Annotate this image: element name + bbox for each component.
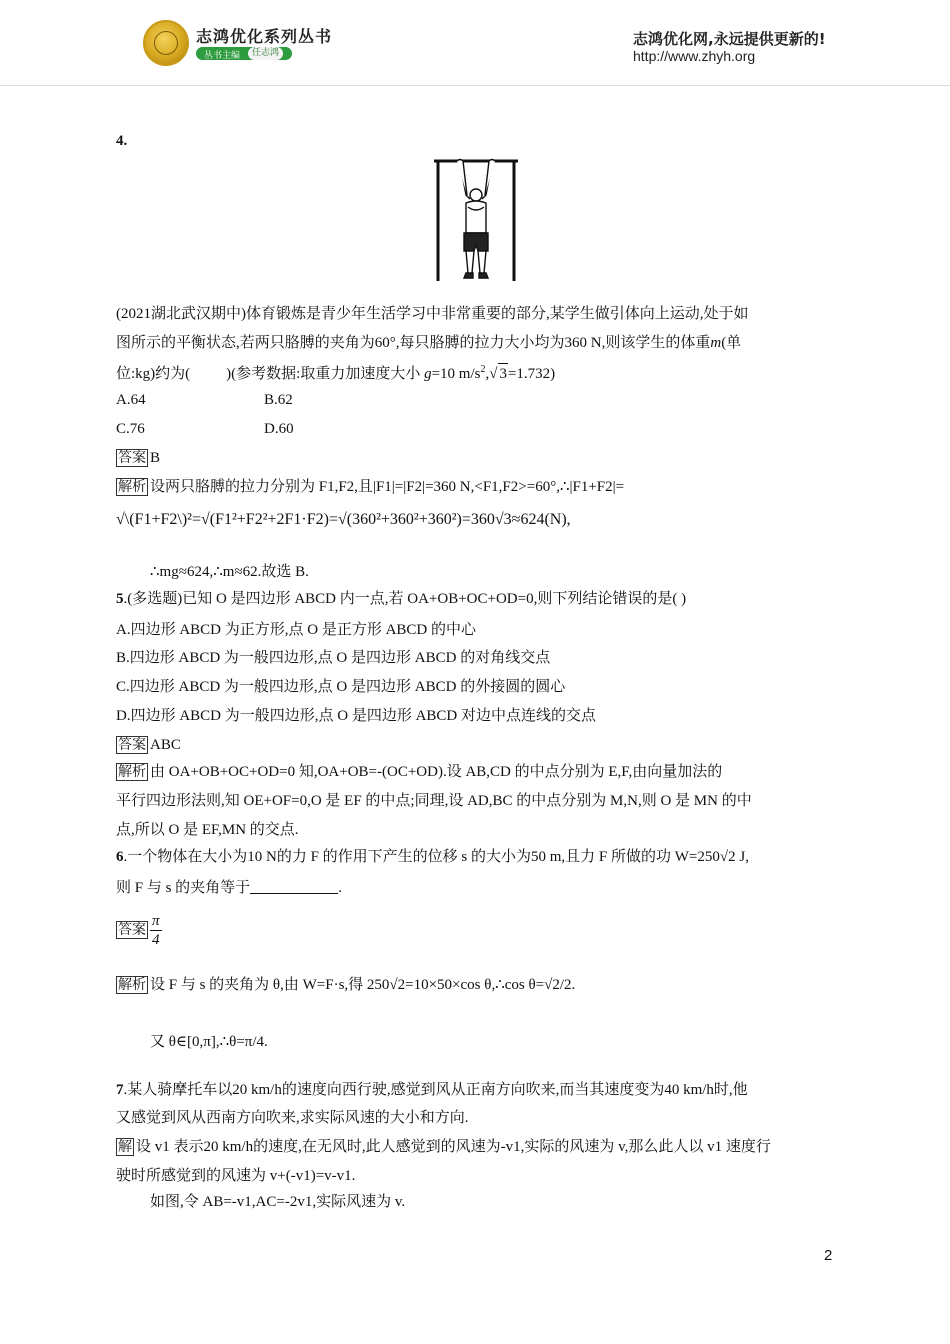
q7-stem-line-1: 7.某人骑摩托车以20 km/h的速度向西行驶,感觉到风从正南方向吹来,而当其速度变为40 km/h时,他: [116, 1082, 748, 1098]
q5-stem: 5.(多选题)已知 O 是四边形 ABCD 内一点,若 OA+OB+OC+OD=0,则下列结论错误的是( ): [116, 591, 687, 607]
q4-analysis-line-2: √\(F1+F2\)²=√(F1²+F2²+2F1·F2)=√(360²+360²+360²)=360√3≈624(N),: [116, 511, 571, 528]
pull-up-figure-icon: [430, 155, 522, 283]
q4-analysis-line-3: ∴mg≈624,∴m≈62.故选 B.: [150, 564, 309, 580]
q4-option-c: C.76: [116, 421, 145, 437]
q6-stem-line-1: 6.一个物体在大小为10 N的力 F 的作用下产生的位移 s 的大小为50 m,且力 F 所做的功 W=250√2 J,: [116, 849, 749, 865]
header-divider: [0, 85, 950, 86]
seal-logo-icon: [143, 20, 189, 66]
answer-blank: [250, 880, 338, 894]
q4-stem-line-1: (2021湖北武汉期中)体育锻炼是青少年生活学习中非常重要的部分,某学生做引体向上运动,处于如: [116, 306, 749, 322]
q6-analysis-line-2: 又 θ∈[0,π],∴θ=π/4.: [150, 1034, 268, 1050]
brand-title: 志鸿优化系列丛书: [196, 27, 333, 46]
site-slogan: 志鸿优化网,永远提供更新的!: [633, 30, 826, 48]
q4-number: 4.: [116, 133, 128, 149]
page-header: [0, 0, 950, 86]
q5-option-b: B.四边形 ABCD 为一般四边形,点 O 是四边形 ABCD 的对角线交点: [116, 650, 551, 666]
q7-solution-line-1: 解 设 v1 表示20 km/h的速度,在无风时,此人感觉到的风速为-v1,实际的风速为 v,那么此人以 v1 速度行: [118, 1139, 771, 1155]
analysis-tag: 解析: [118, 479, 146, 495]
site-url[interactable]: http://www.zhyh.org: [633, 48, 756, 64]
page-number: 2: [824, 1247, 833, 1264]
q7-solution-line-3: 如图,令 AB=-v1,AC=-2v1,实际风速为 v.: [150, 1194, 406, 1210]
solution-tag: 解: [118, 1139, 132, 1155]
q7-stem-line-2: 又感觉到风从西南方向吹来,求实际风速的大小和方向.: [116, 1110, 469, 1126]
analysis-tag: 解析: [118, 977, 146, 993]
analysis-tag: 解析: [118, 764, 146, 780]
q5-option-c: C.四边形 ABCD 为一般四边形,点 O 是四边形 ABCD 的外接圆的圆心: [116, 679, 566, 695]
q6-stem-line-2: 则 F 与 s 的夹角等于 .: [116, 880, 342, 896]
q5-option-a: A.四边形 ABCD 为正方形,点 O 是正方形 ABCD 的中心: [116, 622, 477, 638]
q4-analysis-line-1: 解析 设两只胳膊的拉力分别为 F1,F2,且|F1|=|F2|=360 N,<F1,F2>=60°,∴|F1+F2|=: [118, 479, 625, 495]
q4-stem-line-2: 图所示的平衡状态,若两只胳膊的夹角为60°,每只胳膊的拉力大小均为360 N,则该学生的体重m(单: [116, 335, 742, 351]
answer-tag: 答案: [118, 450, 146, 466]
q6-answer: 答案 $\frac{\pi}{4}$: [118, 913, 160, 948]
q4-answer: 答案 B: [118, 450, 161, 466]
q7-solution-line-2: 驶时所感觉到的风速为 v+(-v1)=v-v1.: [116, 1168, 356, 1184]
q5-analysis-line-2: 平行四边形法则,知 OE+OF=0,O 是 EF 的中点;同理,设 AD,BC 的中点分别为 M,N,则 O 是 MN 的中: [116, 793, 752, 809]
brand-editor-label: 丛书主编: [204, 51, 241, 61]
q4-option-d: D.60: [264, 421, 294, 437]
q6-analysis-line-1: 解析 设 F 与 s 的夹角为 θ,由 W=F·s,得 250√2=10×50×cos θ,∴cos θ=√2/2.: [118, 977, 576, 993]
q5-answer: 答案 ABC: [118, 737, 181, 753]
answer-tag: 答案: [118, 921, 146, 938]
answer-tag: 答案: [118, 737, 146, 753]
q5-analysis-line-3: 点,所以 O 是 EF,MN 的交点.: [116, 822, 299, 838]
q5-option-d: D.四边形 ABCD 为一般四边形,点 O 是四边形 ABCD 对边中点连线的交点: [116, 708, 597, 724]
q4-option-a: A.64: [116, 392, 146, 408]
q4-option-b: B.62: [264, 392, 293, 408]
brand-editor-name: 任志鸿: [248, 47, 283, 60]
q5-analysis-line-1: 解析 由 OA+OB+OC+OD=0 知,OA+OB=-(OC+OD).设 AB,CD 的中点分别为 E,F,由向量加法的: [118, 764, 723, 780]
q4-stem-line-3: 位:kg)约为( )(参考数据:取重力加速度大小 g=10 $m/s^2,√$ 3=1.732): [116, 364, 556, 382]
